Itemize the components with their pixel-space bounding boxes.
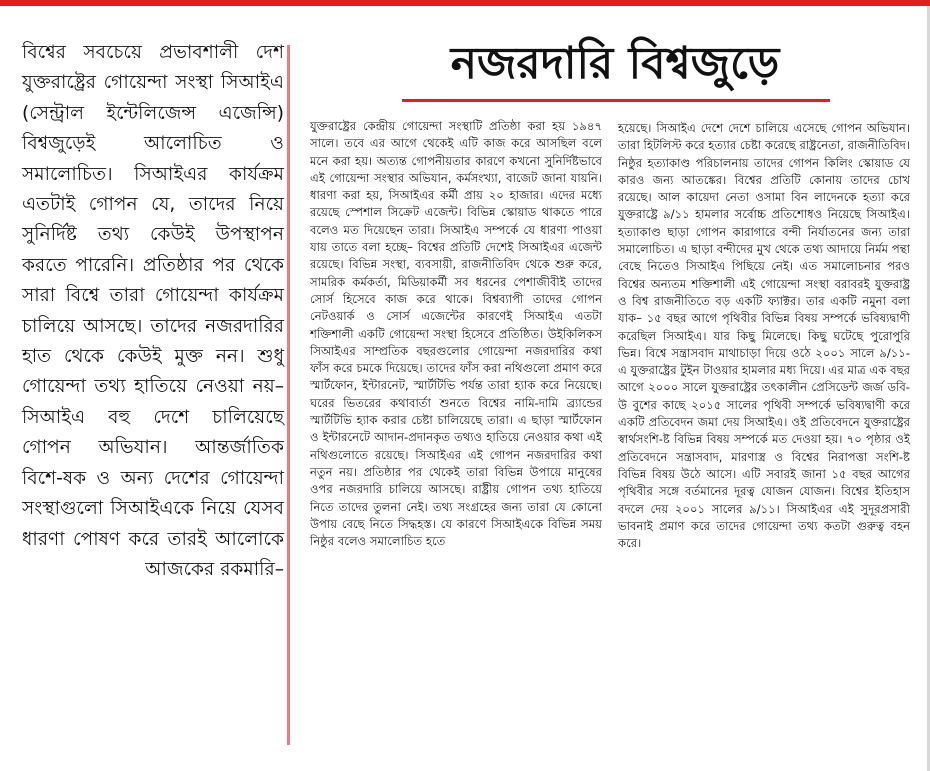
top-red-bar <box>0 0 930 6</box>
article-headline: নজরদারি বিশ্বজুড়ে <box>450 38 780 89</box>
column-divider <box>287 45 290 745</box>
intro-paragraph: বিশ্বের সবচেয়ে প্রভাবশালী দেশ যুক্তরাষ্ট্রের গোয়েন্দা সংস্থা সিআইএ (সেন্ট্রাল ইন্টেলিজেন্স এজেন্সি) বিশ্বজুড়েই আলোচিত ও সমালোচিত। সিআইএর কার্যক্রম এতটাই গোপন যে, তাদের নিয়ে সুনির্দিষ্ট তথ্য কেউই উপস্থাপন করতে পারেনি। প্রতিষ্ঠার পর থেকে সারা বিশ্বে তারা গোয়েন্দা কার্যক্রম চালিয়ে আসছে। তাদের নজরদারির হাত থেকে কেউই মুক্ত নন। শুধু গোয়েন্দা তথ্য হাতিয়ে নেওয়া নয়– সিআইএ বহু দেশে চালিয়েছে গোপন অভিযান। আন্তর্জাতিক বিশে-ষক ও অন্য দেশের গোয়েন্দা সংস্থাগুলো সিআইএকে নিয়ে যেসব ধারণা পোষণ করে তারই আলোকে আজকের রকমারি– <box>22 42 284 580</box>
body-column-1: যুক্তরাষ্ট্রের কেন্দ্রীয় গোয়েন্দা সংস্থাটি প্রতিষ্ঠা করা হয় ১৯৪৭ সালে। তবে এর আগে থেকেই এটি কাজ করে আসছিল বলে মনে করা হয়। অত্যন্ত গোপনীয়তার কারণে কখনো সুনির্দিষ্টভাবে এই গোয়েন্দা সংস্থার অভিযান, কর্মসংখ্যা, বাজেট জানা যায়নি। ধারণা করা হয়, সিআইএর কর্মী প্রায় ২০ হাজার। এদের মধ্যে রয়েছে স্পেশাল সিক্রেট এজেন্ট। বিভিন্ন স্কোয়াড থাকতে পারে বলেও মত দিয়েছেন তারা। সিআইএ সম্পর্কে যে ধারণা পাওয়া যায় তাতে বলা হচ্ছে– বিশ্বের প্রতিটি দেশেই সিআইএর এজেন্ট রয়েছে। বিভিন্ন সংস্থা, ব্যবসায়ী, রাজনীতিবিদ থেকে শুরু করে, সামরিক কর্মকর্তা, মিডিয়াকর্মী সব ধরনের পেশাজীবীই তাদের সোর্স হিসেবে কাজ করে থাকে। বিশ্বব্যাপী তাদের গোপন নেটওয়ার্ক ও সোর্স এজেন্টের কারণেই সিআইএ এতটা শক্তিশালী একটি গোয়েন্দা সংস্থা হিসেবে প্রতিষ্ঠিত। উইকিলিকস সিআইএর সাম্প্রতিক বছরগুলোর গোয়েন্দা নজরদারির কথা ফাঁস করে চমকে দিয়েছে। তাদের ফাঁস করা নথিগুলো প্রমাণ করে স্মার্টফোন, ইন্টারনেট, স্মার্টটিভি পর্যন্ত তারা হ্যাক করে নিয়েছে। ঘরের ভিতরের কথাবার্তা শুনতে বিশ্বের নামি-দামি ব্র্যান্ডের স্মার্টটিভি হ্যাক করার চেষ্টা চালিয়েছে তারা। এ ছাড়া স্মার্টফোন ও ইন্টারনেটে আদান-প্রদানকৃত তথ্যও হাতিয়ে নেওয়ার কথা এই নথিগুলোতে রয়েছে। সিআইএর এই গোপন নজরদারির কথা নতুন নয়। প্রতিষ্ঠার পর থেকেই তারা বিভিন্ন উপায়ে মানুষের ওপর নজরদারি চালিয়ে আসছে। রাষ্ট্রীয় গোপন তথ্য হাতিয়ে নিতে তাদের তুলনা নেই। তথ্য সংগ্রহের জন্য তারা যে কোনো উপায় বেছে নিতে সিদ্ধহস্ত। যে কারণে সিআইএকে বিভিন্ন সময় নিষ্ঠুর বলেও সমালোচিত হতে <box>310 119 602 549</box>
headline-underline <box>402 99 830 102</box>
body-column-2: হয়েছে। সিআইএ দেশে দেশে চালিয়ে এসেছে গোপন অভিযান। তারা হিটলিস্ট করে হত্যার চেষ্টা করেছে রাষ্ট্রনেতা, রাজনীতিবিদ। নিষ্ঠুর হত্যাকাণ্ড পরিচালনায় তাদের গোপন কিলিং স্কোয়াড যে কারও জন্য আতঙ্কের। বিশ্বের প্রতিটি কোনায় তাদের চোখ রয়েছে। আল কায়েদা নেতা ওসামা বিন লাদেনকে হত্যা করে যুক্তরাষ্ট্রে ৯/১১ হামলার সর্বোচ্চ প্রতিশোধও নিয়েছে সিআইএ। হত্যাকাণ্ড ছাড়া গোপন কারাগারে বন্দী নির্যাতনের জন্য তারা সমালোচিত। এ ছাড়া বন্দীদের মুখ থেকে তথ্য আদায়ে নির্মম পন্থা বেছে নিতেও সিআইএ পিছিয়ে নেই। এত সমালোচনার পরও বিশ্বের অন্যতম শক্তিশালী এই গোয়েন্দা সংস্থা বরাবরই যুক্তরাষ্ট্র ও বিশ্ব রাজনীতিতে বড় একটি ফ্যাক্টর। তার একটি নমুনা বলা যাক– ১৫ বছর আগে পৃথিবীর বিভিন্ন বিষয় সম্পর্কে ভবিষ্যদ্বাণী করেছিল সিআইএ। যার কিছু মিলেছে। কিছু ঘটেছে পুরোপুরি ভিন্ন। বিশ্বে সন্ত্রাসবাদ মাথাচাড়া দিয়ে ওঠে ২০০১ সালে ৯/১১-এ যুক্তরাষ্ট্রের টুইন টাওয়ার হামলার মধ্য দিয়ে। এর মাত্র এক বছর আগে ২০০০ সালে যুক্তরাষ্ট্রের তৎকালীন প্রেসিডেন্ট জর্জ ডবি-উ বুশের কাছে ২০১৫ সালের পৃথিবী সম্পর্কে ভবিষ্যদ্বাণী করে একটি প্রতিবেদন জমা দেয় সিআইএ। ওই প্রতিবেদনে যুক্তরাষ্ট্রের স্বার্থসংশি-ষ্ট বিভিন্ন বিষয় সম্পর্কে মত দেওয়া হয়। ৭০ পৃষ্ঠার ওই প্রতিবেদনে সন্ত্রাসবাদ, মারণাস্ত্র ও বিশ্বের নিরাপত্তা সংশি-ষ্ট বিভিন্ন বিষয় উঠে আসে। এটি সবারই জানা ১৫ বছর আগের পৃথিবীর সঙ্গে বর্তমানের দূরত্ব যোজন যোজন। বিশ্বের ইতিহাস বদলে দেয় ২০০১ সালের ৯/১১। সিআইএর এই সুদূরপ্রসারী ভাবনাই প্রমাণ করে তাদের গোয়েন্দা তথ্য কতটা গুরুত্ব বহন করে। <box>618 121 910 551</box>
